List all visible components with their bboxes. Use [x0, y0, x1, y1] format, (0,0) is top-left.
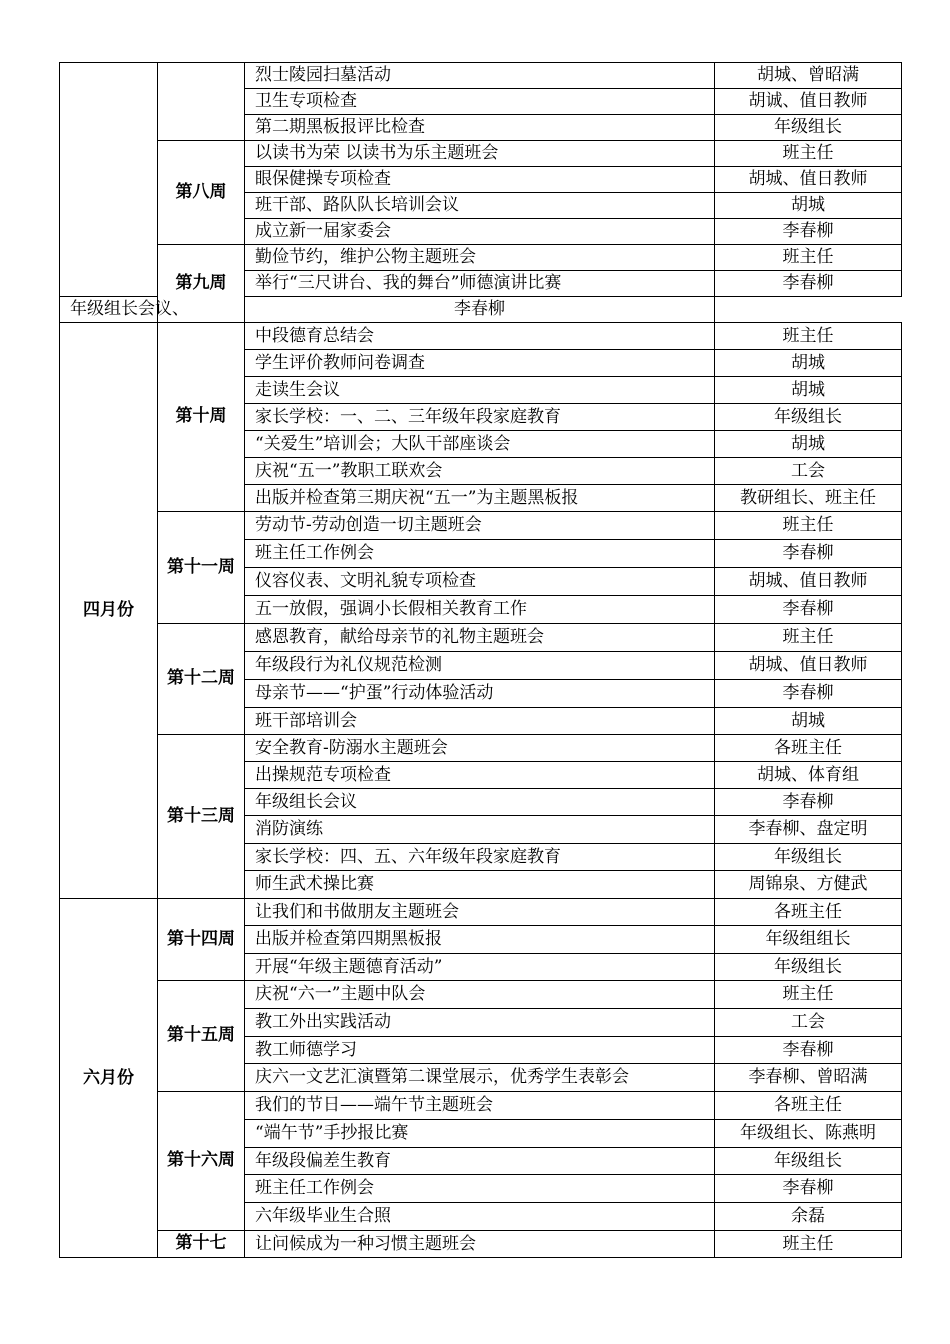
owner-cell: 胡城 [715, 708, 902, 735]
week-cell: 第十五周 [158, 981, 245, 1092]
owner-cell: 年级组长 [715, 115, 902, 141]
month-cell [60, 63, 158, 297]
week-cell: 第十四周 [158, 899, 245, 981]
owner-cell: 胡城、值日教师 [715, 167, 902, 193]
task-cell: 班干部、路队队长培训会议 [245, 193, 715, 219]
owner-cell: 胡城 [715, 431, 902, 458]
owner-cell: 胡城 [715, 350, 902, 377]
week-cell: 第九周 [158, 245, 245, 323]
task-cell: 仪容仪表、文明礼貌专项检查 [245, 568, 715, 596]
owner-cell: 胡城、值日教师 [715, 652, 902, 680]
task-cell: 中段德育总结会 [245, 323, 715, 350]
owner-cell: 李春柳 [715, 271, 902, 297]
owner-cell: 李春柳 [715, 1037, 902, 1064]
task-cell: 让我们和书做朋友主题班会 [245, 899, 715, 926]
task-cell: 走读生会议 [245, 377, 715, 404]
owner-cell: 胡城、体育组 [715, 762, 902, 789]
table-row [60, 735, 902, 762]
owner-cell: 胡城 [715, 193, 902, 219]
table-row [60, 323, 902, 350]
owner-cell: 各班主任 [715, 1092, 902, 1120]
owner-cell: 年级组长、陈燕明 [715, 1120, 902, 1148]
task-cell: 年级段行为礼仪规范检测 [245, 652, 715, 680]
owner-cell: 胡城 [715, 377, 902, 404]
owner-cell: 年级组长 [715, 404, 902, 431]
week-cell [158, 63, 245, 141]
table-row [60, 624, 902, 652]
owner-cell: 年级组长 [715, 1148, 902, 1175]
task-cell: 六年级毕业生合照 [245, 1203, 715, 1231]
week-cell: 第十一周 [158, 512, 245, 624]
owner-cell: 李春柳、盘定明 [715, 816, 902, 844]
owner-cell: 李春柳、曾昭满 [715, 1064, 902, 1092]
task-cell: 班主任工作例会 [245, 1175, 715, 1203]
task-cell: 年级段偏差生教育 [245, 1148, 715, 1175]
task-cell: 年级组长会议、 [60, 297, 158, 323]
table-row [60, 141, 902, 167]
week-cell: 第十周 [158, 323, 245, 512]
week-cell: 第十六周 [158, 1092, 245, 1231]
task-cell: 消防演练 [245, 816, 715, 844]
owner-cell: 年级组组长 [715, 926, 902, 954]
task-cell: 母亲节——“护蛋”行动体验活动 [245, 680, 715, 708]
task-cell: 让问候成为一种习惯主题班会 [245, 1231, 715, 1258]
owner-cell: 班主任 [715, 323, 902, 350]
task-cell: 劳动节-劳动创造一切主题班会 [245, 512, 715, 540]
owner-cell: 胡城、值日教师 [715, 568, 902, 596]
task-cell: 烈士陵园扫墓活动 [245, 63, 715, 89]
owner-cell: 工会 [715, 458, 902, 485]
task-cell: 庆祝“五一”教职工联欢会 [245, 458, 715, 485]
owner-cell: 班主任 [715, 245, 902, 271]
owner-cell: 李春柳 [245, 297, 715, 323]
task-cell: 庆六一文艺汇演暨第二课堂展示，优秀学生表彰会 [245, 1064, 715, 1092]
owner-cell: 班主任 [715, 624, 902, 652]
owner-cell: 班主任 [715, 512, 902, 540]
owner-cell: 各班主任 [715, 735, 902, 762]
task-cell: 开展“年级主题德育活动” [245, 954, 715, 981]
owner-cell: 年级组长 [715, 844, 902, 871]
table-row [60, 899, 902, 926]
owner-cell: 班主任 [715, 141, 902, 167]
table-row [60, 1092, 902, 1120]
owner-cell: 班主任 [715, 981, 902, 1009]
task-cell: 教工外出实践活动 [245, 1009, 715, 1037]
table-row [60, 1231, 902, 1258]
table-row [60, 512, 902, 540]
owner-cell: 教研组长、班主任 [715, 485, 902, 512]
week-cell: 第八周 [158, 141, 245, 245]
owner-cell: 周锦泉、方健武 [715, 871, 902, 899]
task-cell: 家长学校：一、二、三年级年段家庭教育 [245, 404, 715, 431]
owner-cell: 李春柳 [715, 789, 902, 816]
table-row [60, 297, 902, 323]
week-cell: 第十七 [158, 1231, 245, 1258]
task-cell: 出操规范专项检查 [245, 762, 715, 789]
owner-cell: 胡城、曾昭满 [715, 63, 902, 89]
task-cell: “关爱生”培训会；大队干部座谈会 [245, 431, 715, 458]
owner-cell: 李春柳 [715, 680, 902, 708]
month-cell: 四月份 [60, 323, 158, 899]
task-cell: 出版并检查第四期黑板报 [245, 926, 715, 954]
owner-cell: 李春柳 [715, 219, 902, 245]
task-cell: 我们的节日——端午节主题班会 [245, 1092, 715, 1120]
owner-cell: 各班主任 [715, 899, 902, 926]
owner-cell: 李春柳 [715, 540, 902, 568]
task-cell: 五一放假，强调小长假相关教育工作 [245, 596, 715, 624]
owner-cell: 李春柳 [715, 1175, 902, 1203]
task-cell: 出版并检查第三期庆祝“五一”为主题黑板报 [245, 485, 715, 512]
task-cell: 班干部培训会 [245, 708, 715, 735]
task-cell: 勤俭节约，维护公物主题班会 [245, 245, 715, 271]
schedule-table [59, 62, 902, 1258]
task-cell: 庆祝“六一”主题中队会 [245, 981, 715, 1009]
task-cell: 安全教育-防溺水主题班会 [245, 735, 715, 762]
table-row [60, 63, 902, 89]
task-cell: 感恩教育，献给母亲节的礼物主题班会 [245, 624, 715, 652]
month-cell: 六月份 [60, 899, 158, 1258]
task-cell: 教工师德学习 [245, 1037, 715, 1064]
task-cell: 眼保健操专项检查 [245, 167, 715, 193]
owner-cell: 班主任 [715, 1231, 902, 1258]
owner-cell: 余磊 [715, 1203, 902, 1231]
week-cell: 第十二周 [158, 624, 245, 735]
task-cell: 举行“三尺讲台、我的舞台”师德演讲比赛 [245, 271, 715, 297]
owner-cell: 胡诚、值日教师 [715, 89, 902, 115]
task-cell: 以读书为荣 以读书为乐主题班会 [245, 141, 715, 167]
task-cell: 师生武术操比赛 [245, 871, 715, 899]
week-cell: 第十三周 [158, 735, 245, 899]
task-cell: “端午节”手抄报比赛 [245, 1120, 715, 1148]
owner-cell: 工会 [715, 1009, 902, 1037]
task-cell: 学生评价教师问卷调查 [245, 350, 715, 377]
task-cell: 年级组长会议 [245, 789, 715, 816]
task-cell: 卫生专项检查 [245, 89, 715, 115]
schedule-body [60, 63, 902, 1258]
owner-cell: 年级组长 [715, 954, 902, 981]
task-cell: 班主任工作例会 [245, 540, 715, 568]
task-cell: 第二期黑板报评比检查 [245, 115, 715, 141]
table-row [60, 981, 902, 1009]
task-cell: 家长学校：四、五、六年级年段家庭教育 [245, 844, 715, 871]
task-cell: 成立新一届家委会 [245, 219, 715, 245]
table-row [60, 245, 902, 271]
owner-cell: 李春柳 [715, 596, 902, 624]
